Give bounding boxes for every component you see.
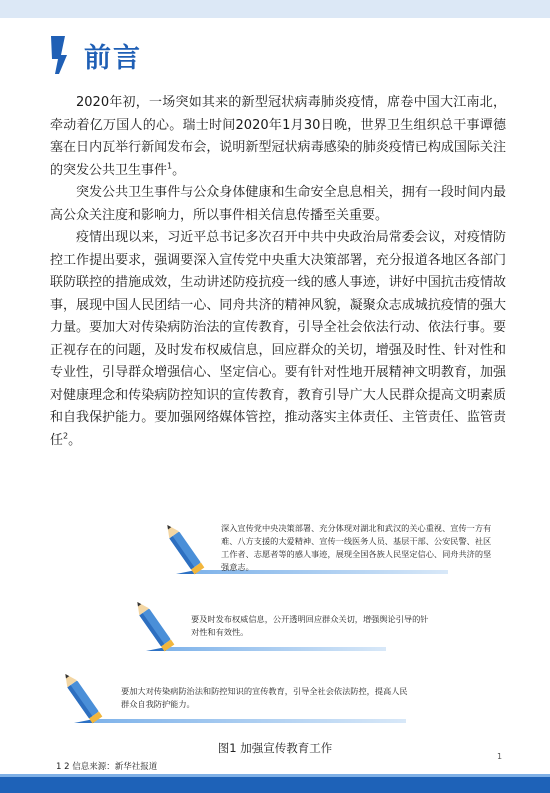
figure-pencil-steps	[46, 522, 506, 737]
paragraph-1: 2020年初，一场突如其来的新型冠状病毒肺炎疫情，席卷中国大江南北，牵动着亿万国人的心。瑞士时间2020年1月30日晚，世界卫生组织总干事谭德塞在日内瓦举行新闻发布会，说明新型冠状病毒感染的肺炎疫情已构成国际关注的突发公共卫生事件$^1$。	[50, 95, 506, 178]
footnote: 1 2 信息来源：新华社报道	[56, 762, 158, 772]
step-3-pencil-icon	[60, 671, 102, 724]
footnote-ref-1: 1	[167, 161, 173, 171]
heading-mark-icon	[48, 34, 70, 76]
step-1-pencil-icon	[162, 522, 204, 574]
footnote-ref-2: 2	[63, 431, 69, 441]
body-text	[50, 92, 506, 452]
section-heading	[48, 34, 142, 76]
step-2-band	[166, 647, 386, 651]
page-number: 1	[497, 752, 503, 761]
step-1-text: 深入宣传党中央决策部署、充分体现对湖北和武汉的关心重视、宣传一方有难、八方支援的大爱精神、宣传一线医务人员、基层干部、公安民警、社区工作者、志愿者等的感人事迹，展现全国各族人民坚定信心、同舟共济的坚强意志。	[221, 523, 492, 572]
figure-caption: 图1 加强宣传教育工作	[217, 741, 333, 755]
step-2-pencil-icon	[132, 599, 174, 652]
bottom-band	[0, 777, 550, 793]
step-3-text: 要加大对传染病防治法和防控知识的宣传教育，引导全社会依法防控，提高人民群众自我防护能力。	[121, 686, 408, 709]
page-title: 前言	[84, 42, 142, 74]
step-3-band	[94, 719, 406, 723]
top-band	[0, 0, 550, 18]
paragraph-3: 疫情出现以来，习近平总书记多次召开中共中央政治局常委会议，对疫情防控工作提出要求，强调要深入宣传党中央重大决策部署，充分报道各地区各部门联防联控的措施成效，生动讲述防疫抗疫一线的感人事迹，讲好中国抗击疫情故事，展现中国人民团结一心、同舟共济的精神风貌，凝聚众志成城抗疫情的强大力量。要加大对传染病防治法的宣传教育，引导全社会依法行动、依法行事。要正视存在的问题，及时发布权威信息，回应群众的关切，增强及时性、针对性和专业性，引导群众增强信心、坚定信心。要有针对性地开展精神文明教育，加强对健康理念和传染病防控知识的宣传教育，教育引导广大人民群众提高文明素质和自我保护能力。要加强网络媒体管控，推动落实主体责任、主管责任、监管责任$^2$。	[50, 230, 506, 448]
paragraph-2: 突发公共卫生事件与公众身体健康和生命安全息息相关，拥有一段时间内最高公众关注度和影响力，所以事件相关信息传播至关重要。	[50, 185, 506, 223]
step-2-text: 要及时发布权威信息，公开透明回应群众关切，增强舆论引导的针对性和有效性。	[191, 614, 429, 637]
